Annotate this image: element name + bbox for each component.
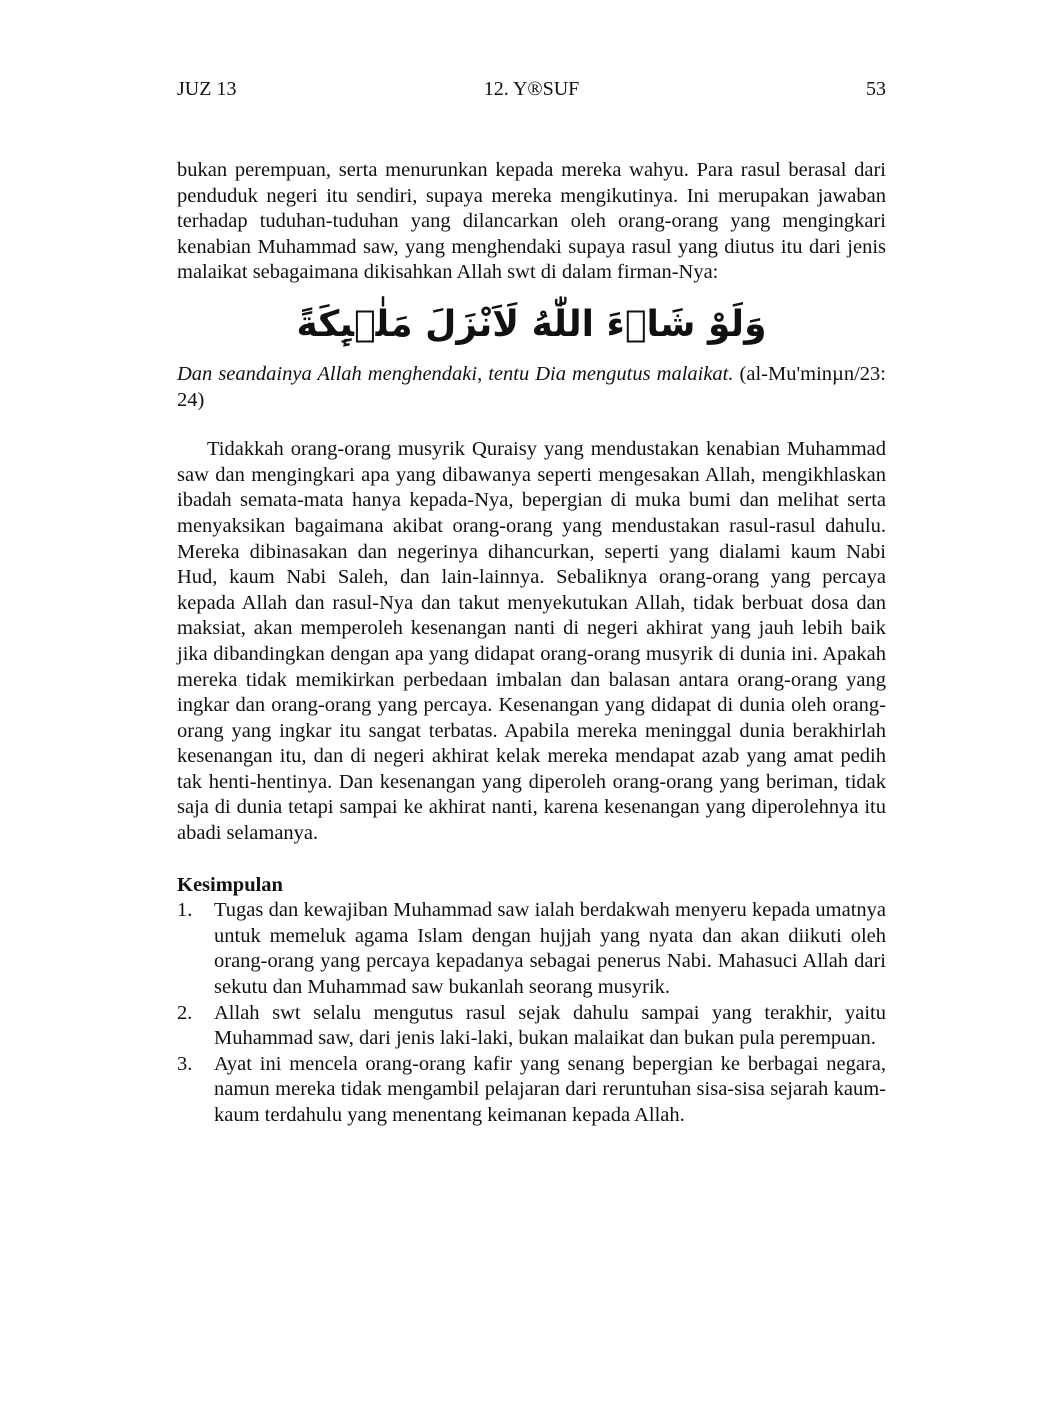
arabic-verse: وَلَوْ شَاۤءَ اللّٰهُ لَاَنْزَلَ مَلٰۤىِٕكَةً (296, 303, 767, 345)
list-item-number: 2. (177, 1001, 193, 1024)
verse-translation (177, 362, 886, 413)
translation-reference: (al-Mu'minµn/23: 24) (177, 362, 886, 411)
conclusion-heading: Kesimpulan (177, 873, 283, 896)
list-item-number: 3. (177, 1052, 193, 1075)
list-item-text: Tugas dan kewajiban Muhammad saw ialah berdakwah menyeru kepada umatnya untuk memeluk agama Islam dengan hujjah yang nyata dan akan diikuti oleh orang-orang yang percaya kepadanya sebagai penerus Nabi. Mahasuci Allah dari sekutu dan Muhammad saw bukanlah seorang musyrik. (214, 899, 886, 999)
main-paragraph: Tidakkah orang-orang musyrik Quraisy yang mendustakan kenabian Muhammad saw dan mengingkari apa yang dibawanya seperti mengesakan Allah, mengikhlaskan ibadah semata-mata hanya kepada-Nya, bepergian di muka bumi dan melihat serta menyaksikan bagaimana akibat orang-orang yang mendustakan rasul-rasul dahulu. Mereka dibinasakan dan negerinya dihancurkan, seperti yang dialami kaum Nabi Hud, kaum Nabi Saleh, dan lain-lainnya. Sebaliknya orang-orang yang percaya kepada Allah dan rasul-Nya dan takut menyekutukan Allah, tidak berbuat dosa dan maksiat, akan memperoleh kesenangan nanti di negeri akhirat yang jauh lebih baik jika dibandingkan dengan apa yang didapat orang-orang musyrik di dunia ini. Apakah mereka tidak memikirkan perbedaan imbalan dan balasan antara orang-orang yang ingkar dan orang-orang yang percaya. Kesenangan yang didapat di dunia oleh orang-orang yang ingkar itu sangat terbatas. Apabila mereka meninggal dunia berakhirlah kesenangan itu, dan di negeri akhirat kelak mereka mendapat azab yang amat pedih tak henti-hentinya. Dan kesenangan yang diperoleh orang-orang yang beriman, tidak saja di dunia tetapi sampai ke akhirat nanti, karena kesenangan yang diperolehnya itu abadi selamanya. (177, 438, 886, 845)
intro-paragraph: bukan perempuan, serta menurunkan kepada mereka wahyu. Para rasul berasal dari penduduk negeri itu sendiri, supaya mereka mengikutinya. Ini merupakan jawaban terhadap tuduhan-tuduhan yang dilancarkan oleh orang-orang yang mengingkari kenabian Muhammad saw, yang menghendaki supaya rasul yang diutus itu dari jenis malaikat sebagaimana dikisahkan Allah swt di dalam firman-Nya: (177, 159, 886, 284)
page-body (177, 158, 886, 1129)
list-item (177, 1001, 886, 1052)
translation-text: Dan seandainya Allah menghendaki, tentu Dia mengutus malaikat. (177, 362, 734, 385)
list-item (177, 1052, 886, 1129)
page-header (177, 76, 886, 102)
conclusion-list (177, 898, 886, 1128)
page-number: 53 (866, 78, 886, 100)
surah-title: 12. Y®SUF (483, 78, 580, 100)
list-item-text: Ayat ini mencela orang-orang kafir yang senang bepergian ke berbagai negara, namun mereka tidak mengambil pelajaran dari reruntuhan sisa-sisa sejarah kaum-kaum terdahulu yang menentang keimanan kepada Allah. (214, 1052, 886, 1126)
list-item-text: Allah swt selalu mengutus rasul sejak dahulu sampai yang terakhir, yaitu Muhammad saw, dari jenis laki-laki, bukan malaikat dan bukan pula perempuan. (214, 1001, 886, 1050)
list-item (177, 898, 886, 1000)
juz-label: JUZ 13 (177, 78, 237, 100)
list-item-number: 1. (177, 899, 193, 922)
